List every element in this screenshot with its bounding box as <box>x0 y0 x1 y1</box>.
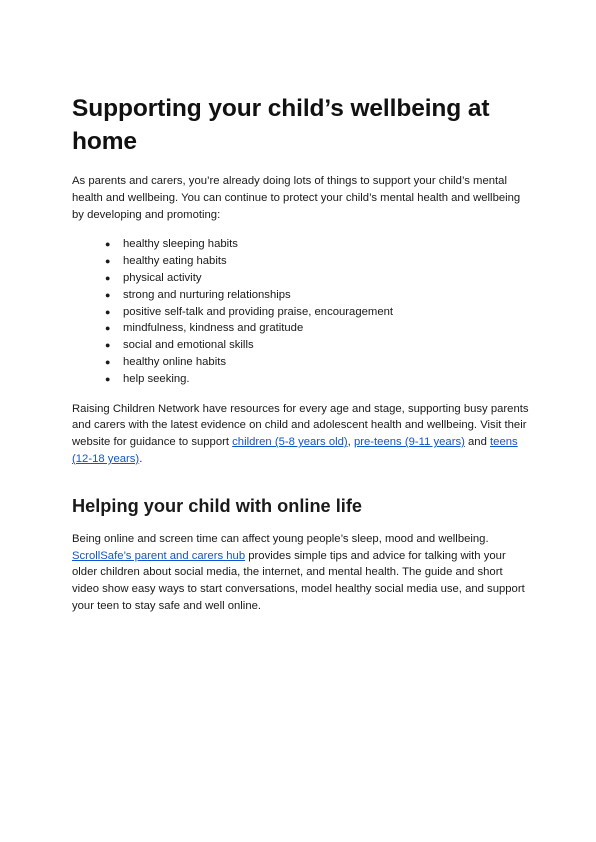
list-item <box>72 354 532 371</box>
list-item <box>72 304 532 321</box>
bullet-dot-icon: ● <box>105 306 111 317</box>
page-title: Supporting your child’s wellbeing at home <box>72 95 490 155</box>
intro-paragraph: As parents and carers, you’re already doing lots of things to support your child’s mental health and wellbeing. You can continue to protect your child’s mental health and wellbeing by developing and promoting: <box>72 175 521 221</box>
online-text: provides simple tips and advice for talking with your older children about social media, the internet, and mental health. The guide and short video show easy ways to start conversations, model healthy social media use, and support your teen to stay safe and well online. <box>72 549 525 612</box>
list-item-text: healthy sleeping habits <box>123 238 238 251</box>
resources-paragraph <box>72 401 532 468</box>
list-item <box>72 236 532 253</box>
list-item <box>72 371 532 388</box>
separator-text: and <box>464 436 491 449</box>
list-item <box>72 337 532 354</box>
bullet-dot-icon: ● <box>105 289 111 300</box>
resources-text: Raising Children Network have resources for every age and stage, supporting busy parents and carers with the latest evidence on child and adolescent health and wellbeing. Visit their website for guidance to support <box>72 402 529 449</box>
bullet-dot-icon: ● <box>105 272 111 283</box>
bullet-dot-icon: ● <box>105 323 111 334</box>
list-item-text: help seeking. <box>123 372 190 385</box>
list-item-text: positive self-talk and providing praise, encouragement <box>123 305 394 318</box>
bullet-dot-icon: ● <box>105 373 111 384</box>
online-text: Being online and screen time can affect young people’s sleep, mood and wellbeing. <box>72 532 489 545</box>
bullet-dot-icon: ● <box>105 356 111 367</box>
list-item <box>72 253 532 270</box>
list-item-text: strong and nurturing relationships <box>123 288 291 301</box>
bullet-dot-icon: ● <box>105 239 111 250</box>
teens-link[interactable]: teens (12-18 years) <box>72 436 518 465</box>
preteens-link[interactable]: pre-teens (9-11 years) <box>353 436 465 449</box>
bullet-dot-icon: ● <box>105 256 111 267</box>
section-heading: Helping your child with online life <box>72 495 362 516</box>
online-paragraph <box>72 531 532 615</box>
bullet-dot-icon: ● <box>105 340 111 351</box>
list-item-text: healthy eating habits <box>123 255 227 268</box>
list-item <box>72 287 532 304</box>
separator-text: , <box>347 436 354 449</box>
list-item <box>72 270 532 287</box>
scrollsafe-link[interactable]: ScrollSafe’s parent and carers hub <box>72 549 246 562</box>
habits-list <box>72 236 532 387</box>
list-item-text: mindfulness, kindness and gratitude <box>123 322 304 335</box>
document-page <box>72 92 532 615</box>
period-text: . <box>139 452 143 465</box>
list-item-text: physical activity <box>123 271 202 284</box>
list-item-text: social and emotional skills <box>123 339 254 352</box>
children-link[interactable]: children (5-8 years old) <box>232 436 348 449</box>
list-item-text: healthy online habits <box>123 355 227 368</box>
list-item <box>72 320 532 337</box>
